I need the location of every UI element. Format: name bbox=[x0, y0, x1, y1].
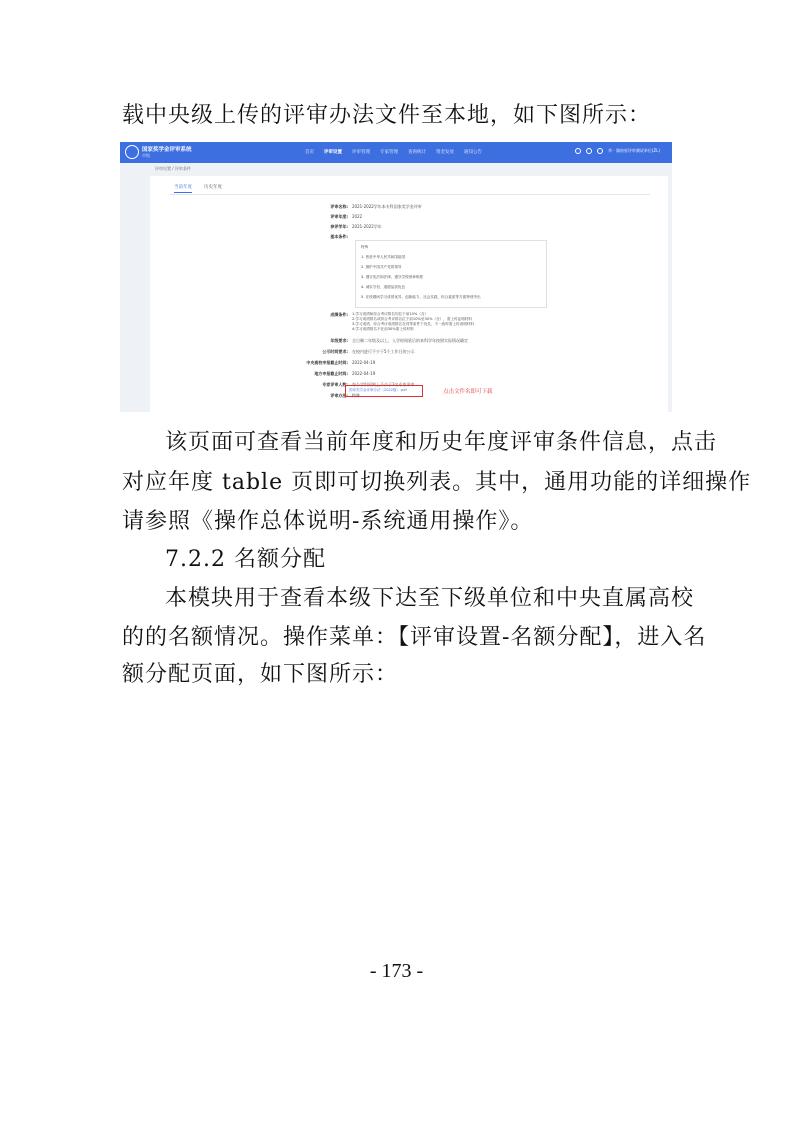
basic-conditions-box bbox=[355, 240, 547, 308]
system-title: 国家奖学金评审系统 bbox=[142, 147, 192, 153]
condition-item: 4. 诚实守信，道德品质优良 bbox=[361, 285, 406, 289]
tab-divider bbox=[170, 194, 650, 195]
system-subtitle: 市级 bbox=[142, 153, 150, 158]
nav-item-notice[interactable]: 通知公告 bbox=[464, 150, 482, 155]
label-central-deadline: 中央高校申报截止时间: bbox=[306, 360, 348, 365]
help-icon[interactable] bbox=[575, 148, 581, 154]
score-line: 1.学习成绩和综合考评排名均位于前10%（含） bbox=[352, 312, 429, 316]
text-line: 的的名额情况。操作菜单：【评审设置-名额分配】，进入名 bbox=[122, 625, 707, 650]
breadcrumb: 评审设置 / 评审条件 bbox=[155, 166, 191, 171]
bell-icon[interactable] bbox=[586, 148, 592, 154]
nav-item-review-settings[interactable]: 评审设置 bbox=[324, 150, 342, 155]
condition-item: 2. 拥护中国共产党的领导 bbox=[361, 265, 402, 269]
condition-item: 1. 热爱中华人民共和国祖国 bbox=[361, 255, 406, 259]
value-school-year: 2021-2022学年 bbox=[352, 224, 382, 229]
value-central-deadline: 2022-04-19 bbox=[352, 360, 376, 365]
tab-current-year[interactable]: 当前年度 bbox=[174, 184, 192, 193]
nav-item-expert-management[interactable]: 专家管理 bbox=[380, 150, 398, 155]
text-line: 请参照《操作总体说明-系统通用操作》。 bbox=[122, 509, 534, 534]
score-line: 4.学习成绩排名不在前30%需上传材料 bbox=[352, 327, 414, 331]
year-tabs bbox=[174, 184, 222, 193]
text-line: 本模块用于查看本级下达至下级单位和中央直属高校 bbox=[165, 586, 695, 611]
score-line: 2.学习成绩排名或综合考评排名位于前10%至30%（含），需上传证明材料 bbox=[352, 317, 473, 321]
label-score-conditions: 成绩条件: bbox=[330, 312, 348, 317]
main-nav bbox=[305, 149, 482, 155]
value-public-time: 在校内进行不少于5个工作日的公示 bbox=[352, 349, 415, 354]
value-review-method: 特殊 bbox=[352, 393, 360, 398]
text-line: 该页面可查看当前年度和历史年度评审条件信息，点击 bbox=[165, 430, 718, 455]
nav-item-review-management[interactable]: 评审管理 bbox=[352, 150, 370, 155]
label-grade-requirement: 年级要求: bbox=[330, 338, 348, 343]
file-download-link[interactable]: 国家奖学金评审办法（2022版）.pdf bbox=[349, 388, 407, 392]
score-line: 3.学习成绩、综合考评成绩排名在同等条件下优先，不一致时需上传说明材料 bbox=[352, 322, 475, 326]
label-school-year: 参评学年: bbox=[330, 224, 348, 229]
top-icons bbox=[575, 148, 660, 154]
page-number: - 173 - bbox=[369, 960, 424, 982]
section-heading: 7.2.2 名额分配 bbox=[165, 547, 326, 572]
embedded-screenshot bbox=[120, 142, 672, 412]
condition-item: 3. 遵守宪法和法律，遵守学校规章制度 bbox=[361, 275, 424, 279]
value-review-name: 2021-2022学年本专科国家奖学金评审 bbox=[352, 204, 422, 209]
label-review-year: 评审年度: bbox=[330, 214, 348, 219]
user-icon[interactable] bbox=[597, 148, 603, 154]
top-nav-bar bbox=[120, 142, 672, 163]
value-grade-requirement: 全日制二年级及以上，入学时间延后的本科学年按照实际情况确定 bbox=[352, 338, 468, 343]
text-line-intro: 载中央级上传的评审办法文件至本地，如下图所示： bbox=[122, 103, 652, 128]
value-expert-count: 每个学科原则上不少于3名专家评审 bbox=[352, 382, 415, 387]
value-review-year: 2022 bbox=[352, 214, 363, 219]
logo-icon bbox=[125, 145, 139, 159]
nav-item-home[interactable]: 首页 bbox=[305, 150, 314, 155]
nav-item-statistics[interactable]: 查询统计 bbox=[408, 150, 426, 155]
label-local-deadline: 地方申报截止时间: bbox=[314, 371, 348, 376]
label-basic-conditions: 基本条件: bbox=[330, 234, 348, 239]
user-label[interactable]: 李 · 湖南省评审测试单位(ZL) bbox=[608, 148, 660, 153]
nav-item-funding[interactable]: 资金发放 bbox=[436, 150, 454, 155]
value-local-deadline: 2022-04-19 bbox=[352, 371, 376, 376]
label-review-method: 评审办法: bbox=[330, 393, 348, 398]
content-panel bbox=[150, 176, 668, 412]
label-expert-count: 专家评审人数: bbox=[322, 382, 348, 387]
tab-history-year[interactable]: 历史年度 bbox=[204, 185, 222, 190]
download-hint: 点击文件名即可下载 bbox=[443, 389, 493, 395]
label-public-time: 公示时间要求: bbox=[322, 349, 348, 354]
label-review-name: 评审名称: bbox=[330, 204, 348, 209]
text-line: 对应年度 table 页即可切换列表。其中，通用功能的详细操作 bbox=[122, 470, 752, 495]
condition-item: 特殊 bbox=[361, 245, 369, 249]
text-line: 额分配页面，如下图所示： bbox=[122, 662, 399, 687]
condition-item: 5. 在校期间学习成绩优异，创新能力、社会实践、综合素质等方面特别突出 bbox=[361, 295, 481, 299]
